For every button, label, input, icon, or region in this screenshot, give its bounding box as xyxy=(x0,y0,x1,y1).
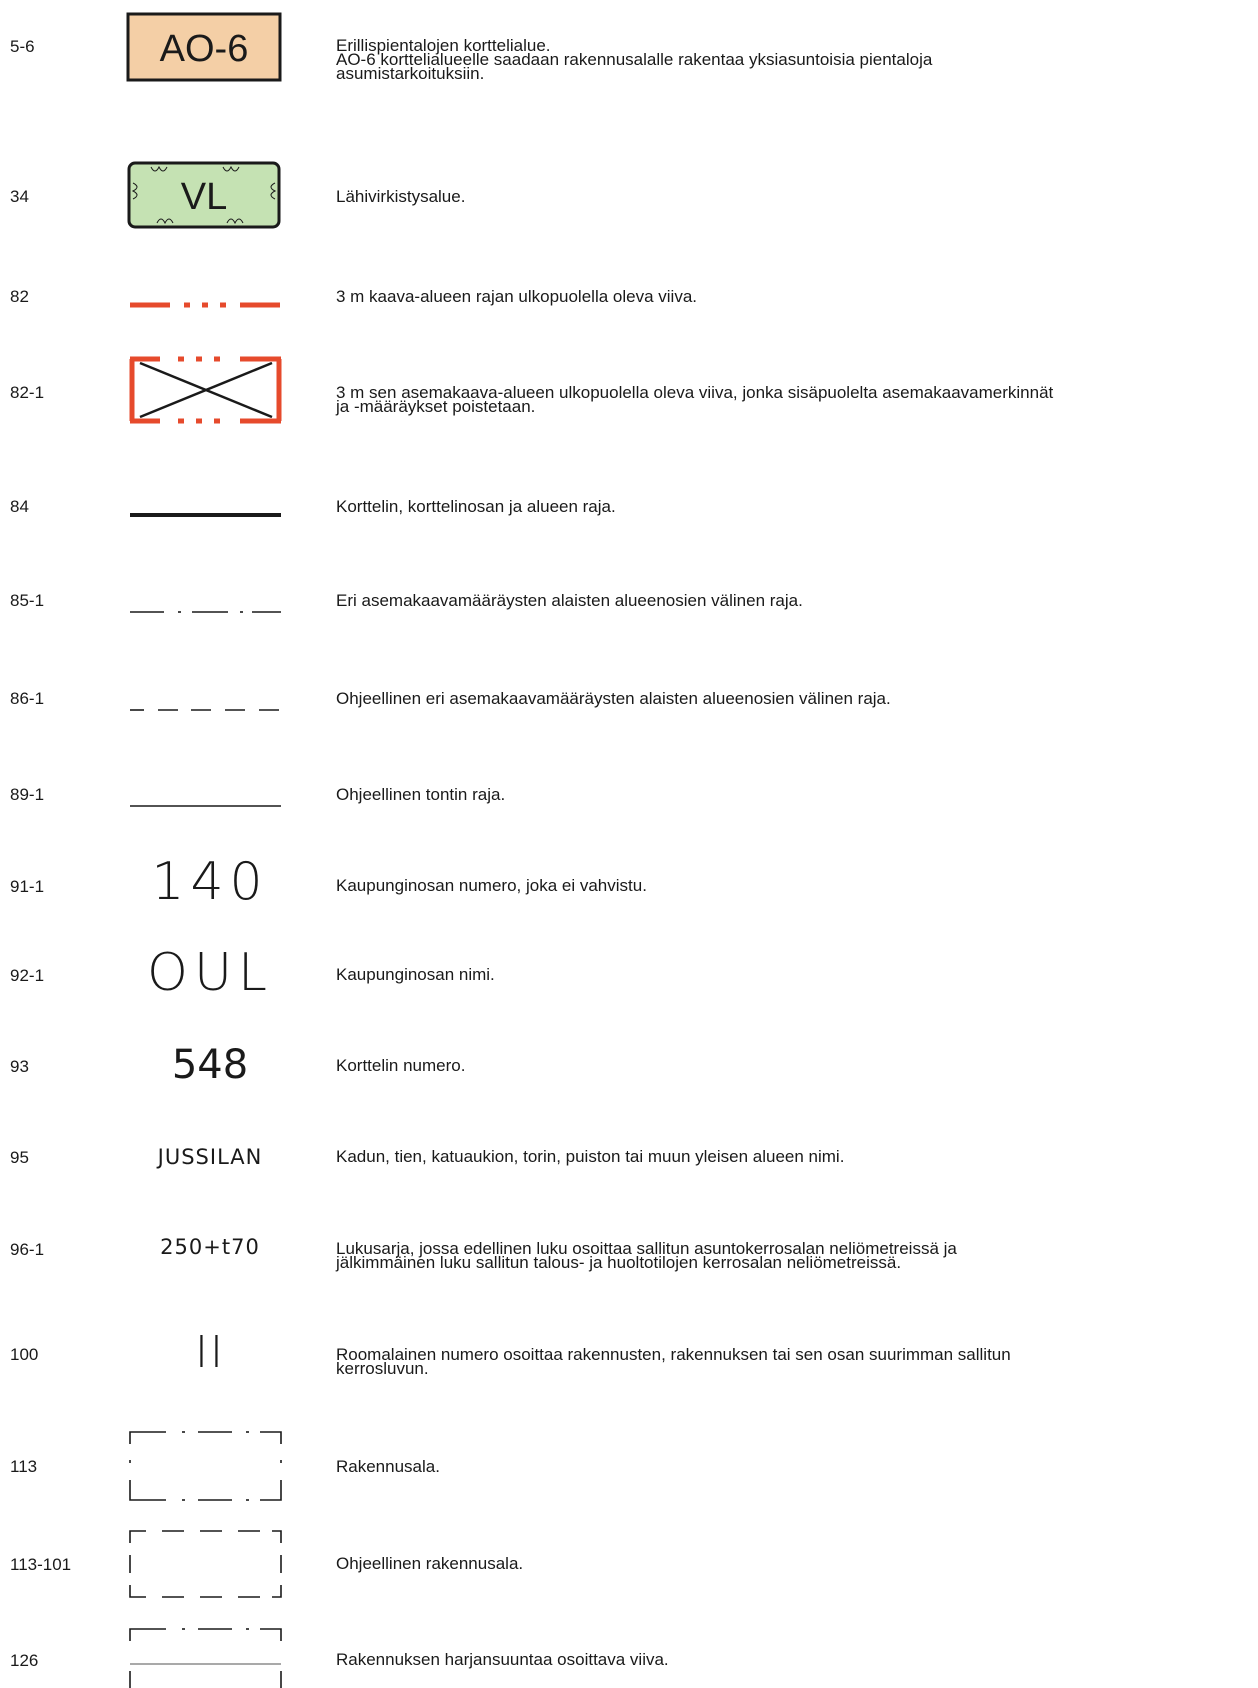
legend-description-line: Kaupunginosan numero, joka ei vahvistu. xyxy=(336,876,647,895)
district-name-symbol: OUL xyxy=(147,943,273,1003)
legend-code: 93 xyxy=(10,1057,29,1076)
legend-code: 34 xyxy=(10,187,29,206)
ridge-direction-symbol xyxy=(128,1627,283,1688)
subarea-boundary-line xyxy=(128,609,283,615)
legend-description xyxy=(336,965,1251,984)
legend-code: 96-1 xyxy=(10,1240,45,1259)
legend-description-line: Lukusarja, jossa edellinen luku osoittaa sallitun asuntokerrosalan neliömetreissä ja xyxy=(336,1239,957,1258)
legend-description xyxy=(336,785,1251,804)
district-number-symbol: 140 xyxy=(151,852,269,912)
legend-code: 91-1 xyxy=(10,877,45,896)
legend-description xyxy=(336,1650,1251,1669)
building-area-frame-symbol xyxy=(128,1430,283,1502)
legend-description-line: AO-6 korttelialueelle saadaan rakennusalalle rakentaa yksiasuntoisia pientaloja xyxy=(336,50,933,69)
legend-description-line: Kaupunginosan nimi. xyxy=(336,965,495,984)
indicative-building-area-frame-symbol xyxy=(128,1529,283,1599)
removed-plan-area-symbol xyxy=(128,353,283,427)
legend-description-line: Rakennusala. xyxy=(336,1457,440,1476)
legend-code: 92-1 xyxy=(10,966,45,985)
legend-description xyxy=(336,1147,1251,1166)
legend-code: 85-1 xyxy=(10,591,45,610)
legend-description-line: Ohjeellinen tontin raja. xyxy=(336,785,506,804)
legend-description-line: Korttelin, korttelinosan ja alueen raja. xyxy=(336,497,616,516)
legend-description-line: Roomalainen numero osoittaa rakennusten, rakennuksen tai sen osan suurimman sallitun xyxy=(336,1345,1011,1364)
legend-code: 82-1 xyxy=(10,383,45,402)
indicative-plot-boundary-line xyxy=(128,803,283,809)
legend-code: 126 xyxy=(10,1651,39,1670)
legend-description xyxy=(336,876,1251,895)
legend-description xyxy=(336,591,1251,610)
legend-code: 113 xyxy=(10,1457,38,1476)
legend-description xyxy=(336,1056,1251,1075)
vl-zone-label: VL xyxy=(180,176,228,218)
legend-description-line: asumistarkoituksiin. xyxy=(336,64,485,83)
legend-description xyxy=(336,1457,1251,1476)
legend-description xyxy=(336,187,1251,206)
legend-code: 89-1 xyxy=(10,785,45,804)
legend-description-line: kerrosluvun. xyxy=(336,1359,429,1378)
legend-description xyxy=(336,383,1251,416)
legend-description-line: 3 m sen asemakaava-alueen ulkopuolella oleva viiva, jonka sisäpuolelta asemakaavamerkinnät xyxy=(336,383,1054,402)
legend-description-line: 3 m kaava-alueen rajan ulkopuolella oleva viiva. xyxy=(336,287,697,306)
street-name-symbol: JUSSILAN xyxy=(157,1145,263,1169)
legend-code: 84 xyxy=(10,497,29,516)
legend-description-line: Rakennuksen harjansuuntaa osoittava viiva. xyxy=(336,1650,669,1669)
legend-code: 113-101 xyxy=(10,1555,72,1574)
legend-description-line: Korttelin numero. xyxy=(336,1056,466,1075)
legend-description xyxy=(336,1345,1251,1378)
indicative-subarea-boundary-line xyxy=(128,707,283,713)
legend-code: 100 xyxy=(10,1345,39,1364)
legend-description-line: jälkimmäinen luku sallitun talous- ja huoltotilojen kerrosalan neliömetreissä. xyxy=(336,1253,902,1272)
legend-description-line: Erillispientalojen korttelialue. xyxy=(336,36,551,55)
legend-description-line: Kadun, tien, katuaukion, torin, puiston tai muun yleisen alueen nimi. xyxy=(336,1147,845,1166)
vl-zone-symbol xyxy=(127,161,281,229)
legend-description xyxy=(336,1554,1251,1573)
legend-description xyxy=(336,36,1251,83)
floor-count-symbol: II xyxy=(195,1327,225,1378)
legend-description-line: Eri asemakaavamääräysten alaisten alueenosien välinen raja. xyxy=(336,591,803,610)
legend-code: 86-1 xyxy=(10,689,45,708)
legend-description-line: Ohjeellinen rakennusala. xyxy=(336,1554,524,1573)
block-boundary-line xyxy=(128,511,283,519)
legend-description-line: Ohjeellinen eri asemakaavamääräysten alaisten alueenosien välinen raja. xyxy=(336,689,891,708)
floor-area-symbol: 250+t70 xyxy=(160,1235,260,1259)
legend-description xyxy=(336,497,1251,516)
legend-code: 82 xyxy=(10,287,29,306)
ao-zone-label: AO-6 xyxy=(159,28,249,70)
legend-code: 5-6 xyxy=(10,37,35,56)
legend-description xyxy=(336,287,1251,306)
block-number-symbol: 548 xyxy=(171,1042,249,1088)
legend-description-line: Lähivirkistysalue. xyxy=(336,187,466,206)
legend-description xyxy=(336,689,1251,708)
legend-description xyxy=(336,1239,1251,1272)
legend-description-line: ja -määräykset poistetaan. xyxy=(336,397,536,416)
plan-boundary-3m-line xyxy=(128,300,283,310)
legend-code: 95 xyxy=(10,1148,29,1167)
ao-zone-symbol xyxy=(126,12,282,82)
